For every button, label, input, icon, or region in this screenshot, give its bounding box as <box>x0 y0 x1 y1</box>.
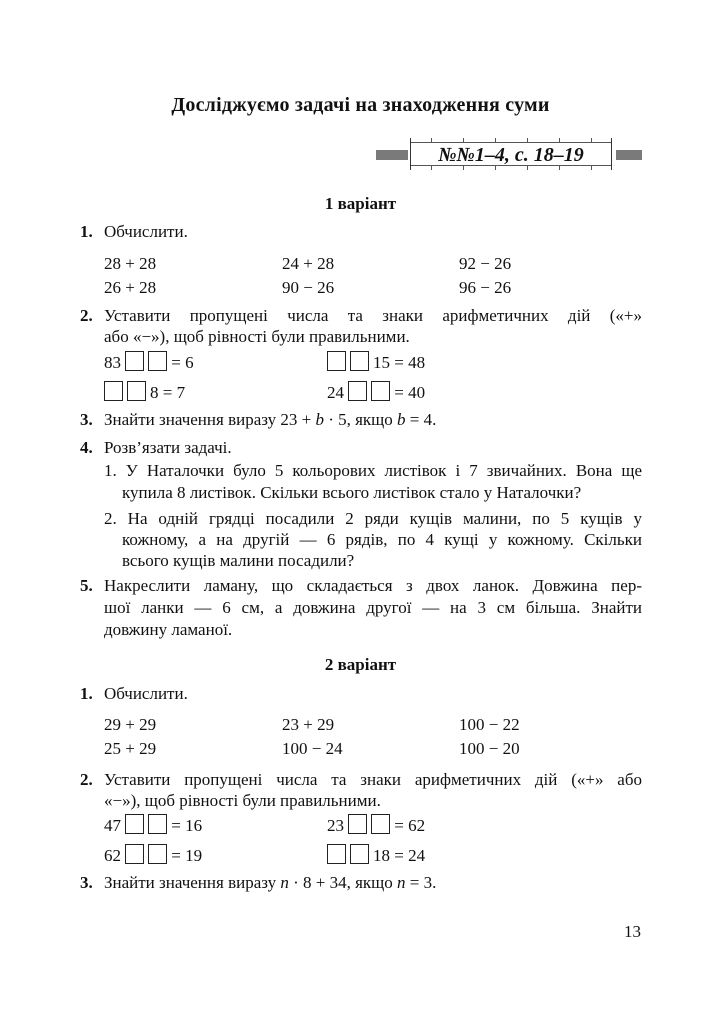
equation: 8 = 7 <box>104 381 185 403</box>
exercise: 100 − 22 <box>459 715 520 734</box>
task-text: Обчислити. <box>104 222 188 241</box>
answer-box[interactable] <box>327 844 346 864</box>
exercise: 90 − 26 <box>282 278 335 297</box>
task-number: 3. <box>80 410 93 429</box>
task-text: Накреслити ламану, що складається з двох ланок. Довжина пер- <box>104 576 642 595</box>
exercise: 24 + 28 <box>282 254 335 273</box>
reference-text: №№1–4, с. 18–19 <box>438 144 584 166</box>
task-text: Знайти значення виразу 23 + b · 5, якщо b = 4. <box>104 410 437 429</box>
answer-box[interactable] <box>348 814 367 834</box>
task-number: 3. <box>80 873 93 892</box>
equation: 18 = 24 <box>327 844 425 866</box>
problem-text: кожному, а на другій — 6 рядів, по 4 кущі у кожному. Скільки <box>122 530 642 549</box>
task-text: Обчислити. <box>104 684 188 703</box>
equation: 47 = 16 <box>104 816 203 835</box>
answer-box[interactable] <box>371 814 390 834</box>
problem-text: 2. На одній грядці посадили 2 ряди кущів малини, по 5 кущів у <box>104 509 642 528</box>
answer-box[interactable] <box>125 814 144 834</box>
variant-1-heading: 1 варіант <box>324 194 397 213</box>
answer-box[interactable] <box>125 844 144 864</box>
problem-text: всього кущів малини посадили? <box>122 551 355 570</box>
equation: 15 = 48 <box>327 351 425 373</box>
answer-box[interactable] <box>371 381 390 401</box>
equation: 62 = 19 <box>104 846 203 865</box>
answer-box[interactable] <box>148 844 167 864</box>
task-text: шої ланки — 6 см, а довжина другої — на 3 см більша. Знайти <box>104 598 642 617</box>
task-number: 4. <box>80 438 93 457</box>
answer-box[interactable] <box>148 351 167 371</box>
exercise: 28 + 28 <box>104 254 157 273</box>
task-text: Уставити пропущені числа та знаки арифметичних дій («+» або <box>104 770 642 789</box>
task-number: 2. <box>80 306 93 325</box>
reference-banner <box>376 135 642 175</box>
problem-text: 1. У Наталочки було 5 кольорових листівок і 7 звичайних. Вона ще <box>104 461 642 480</box>
problem-text: купила 8 листівок. Скільки всього листівок стало у Наталочки? <box>122 483 582 502</box>
page-title: Досліджуємо задачі на знаходження суми <box>171 94 550 116</box>
exercise: 92 − 26 <box>459 254 512 273</box>
equation: 23 = 62 <box>327 816 426 835</box>
answer-box[interactable] <box>148 814 167 834</box>
equation: 83 = 6 <box>104 353 194 372</box>
exercise: 100 − 24 <box>282 739 343 758</box>
exercise: 26 + 28 <box>104 278 157 297</box>
variant-2-heading: 2 варіант <box>324 655 397 674</box>
answer-box[interactable] <box>350 844 369 864</box>
answer-box[interactable] <box>104 381 123 401</box>
banner-bar-left <box>376 150 408 160</box>
task-number: 1. <box>80 684 93 703</box>
answer-box[interactable] <box>125 351 144 371</box>
task-number: 5. <box>80 576 93 595</box>
task-text: «−»), щоб рівності були правильними. <box>104 791 381 810</box>
task-text: довжину ламаної. <box>104 620 233 639</box>
answer-box[interactable] <box>327 351 346 371</box>
exercise: 29 + 29 <box>104 715 157 734</box>
task-text: або «−»), щоб рівності були правильними. <box>104 327 410 346</box>
task-text: Знайти значення виразу n · 8 + 34, якщо n = 3. <box>104 873 437 892</box>
answer-box[interactable] <box>350 351 369 371</box>
banner-bar-right <box>616 150 642 160</box>
task-number: 2. <box>80 770 93 789</box>
exercise: 25 + 29 <box>104 739 157 758</box>
page-number: 13 <box>624 922 641 941</box>
task-text: Розв’язати задачі. <box>104 438 232 457</box>
exercise: 100 − 20 <box>459 739 520 758</box>
task-number: 1. <box>80 222 93 241</box>
equation: 24 = 40 <box>327 383 426 402</box>
answer-box[interactable] <box>348 381 367 401</box>
banner-box <box>410 138 612 170</box>
answer-box[interactable] <box>127 381 146 401</box>
task-text: Уставити пропущені числа та знаки арифметичних дій («+» <box>104 306 642 325</box>
exercise: 23 + 29 <box>282 715 335 734</box>
exercise: 96 − 26 <box>459 278 512 297</box>
